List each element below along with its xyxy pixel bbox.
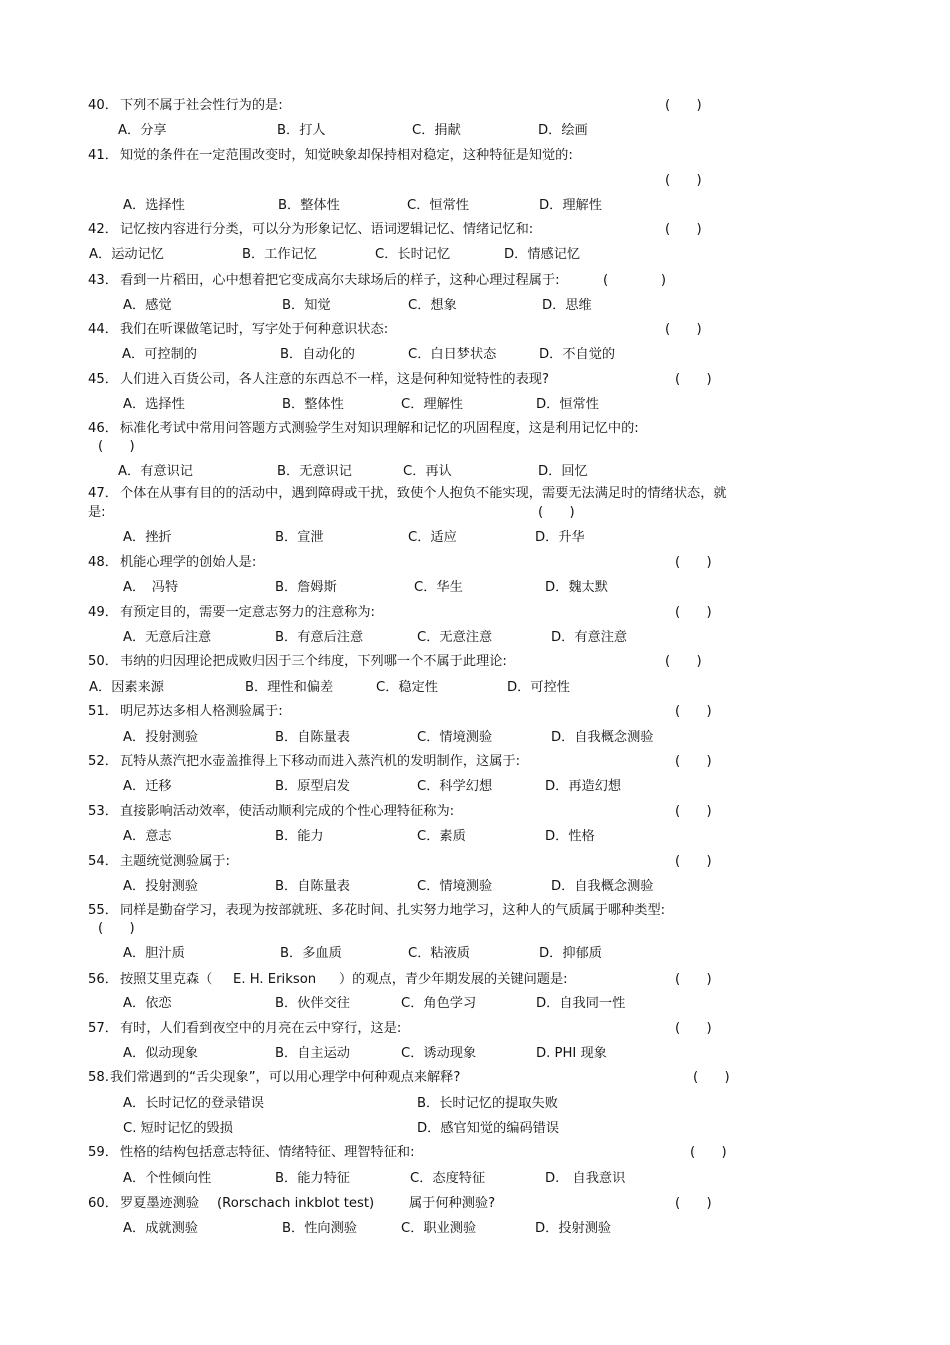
option-b: B．多血质 [280,946,342,961]
option-d: D．恒常性 [536,397,599,412]
question-number: 47． [88,486,118,501]
option-a: A．挫折 [123,530,172,545]
option-a: A．选择性 [123,198,185,213]
option-c: C．恒常性 [407,198,469,213]
question-stem: 罗夏墨迹测验 [120,1196,200,1211]
option-d: D．自我同一性 [536,996,626,1011]
option-d: D．绘画 [538,123,588,138]
option-c: C．适应 [408,530,457,545]
option-d: D．不自觉的 [539,347,616,362]
answer-blank: ( ) [675,754,712,769]
option-c: C．科学幻想 [417,779,493,794]
question-number: 49． [88,605,118,620]
question-stem: 主题统觉测验属于: [120,854,230,869]
question-number: 58. [88,1070,109,1085]
option-a: A．似动现象 [123,1046,198,1061]
option-c: C．粘液质 [408,946,470,961]
answer-blank: ( ) [675,804,712,819]
question-stem: 我们在听课做笔记时，写字处于何种意识状态: [120,322,389,337]
option-d: D．有意注意 [551,630,628,645]
question-number: 42． [88,222,118,237]
answer-blank: ( ) [675,1021,712,1036]
question-stem: 知觉的条件在一定范围改变时，知觉映象却保持相对稳定，这种特征是知觉的: [120,148,573,163]
answer-blank: ( ) [665,654,702,669]
option-a: A．有意识记 [118,464,193,479]
question-number: 56． [88,972,118,987]
option-a: A．迁移 [123,779,172,794]
option-b: B．原型启发 [275,779,350,794]
option-a: A．胆汁质 [123,946,185,961]
option-c: C．捐献 [412,123,461,138]
answer-blank: ( ) [538,505,575,520]
option-c: C．态度特征 [410,1171,486,1186]
option-a: A．运动记忆 [89,247,164,262]
option-d: D．理解性 [539,198,602,213]
question-stem: 韦纳的归因理论把成败归因于三个纬度，下列哪一个不属于此理论: [120,654,507,669]
option-c: C．白日梦状态 [408,347,497,362]
question-number: 43． [88,273,118,288]
option-a: A．成就测验 [123,1221,198,1236]
option-b: B．能力特征 [275,1171,350,1186]
answer-blank: ( ) [693,1070,730,1085]
question-stem: 人们进入百货公司，各人注意的东西总不一样，这是何种知觉特性的表现? [120,372,549,387]
option-d: D．回忆 [538,464,588,479]
answer-blank: ( ) [665,222,702,237]
option-b: B．自动化的 [280,347,355,362]
option-a: A． 冯特 [123,580,179,595]
option-b: B．长时记忆的提取失败 [417,1096,558,1111]
question-stem: 明尼苏达多相人格测验属于: [120,704,283,719]
question-number: 45． [88,372,118,387]
question-stem: 有时，人们看到夜空中的月亮在云中穿行，这是: [120,1021,402,1036]
question-number: 60． [88,1196,118,1211]
question-number: 54． [88,854,118,869]
option-a: A．可控制的 [122,347,197,362]
question-stem: 直接影响活动效率，使活动顺利完成的个性心理特征称为: [120,804,455,819]
question-stem: 看到一片稻田，心中想着把它变成高尔夫球场后的样子，这种心理过程属于: [120,273,560,288]
option-c: C．再认 [403,464,452,479]
option-c: C．想象 [408,298,457,313]
question-stem: 标准化考试中常用问答题方式测验学生对知识理解和记忆的巩固程度，这是利用记忆中的: [120,421,639,436]
option-b: B．打人 [277,123,326,138]
option-a: A．无意后注意 [123,630,212,645]
question-stem: 下列不属于社会性行为的是: [120,98,283,113]
option-d: D．可控性 [507,680,570,695]
answer-blank: ( ) [665,322,702,337]
question-number: 57． [88,1021,118,1036]
option-b: B．无意识记 [277,464,352,479]
option-d: D. 自我意识 [545,1171,626,1186]
question-number: 52． [88,754,118,769]
answer-blank: ( ) [665,173,702,188]
question-stem-tail: 属于何种测验? [409,1196,496,1211]
answer-blank: ( ) [675,1196,712,1211]
question-stem-continued: 是: [88,505,106,520]
option-d: D．魏太默 [545,580,608,595]
option-a: A．个性倾向性 [123,1171,212,1186]
answer-blank: ( ) [665,98,702,113]
option-d: D．情感记忆 [504,247,581,262]
option-c: C．无意注意 [417,630,493,645]
question-stem-english: (Rorschach inkblot test) [217,1196,375,1211]
option-b: B．工作记忆 [242,247,317,262]
option-b: B．自主运动 [275,1046,350,1061]
option-b: B．詹姆斯 [275,580,337,595]
option-a: A．分享 [118,123,167,138]
answer-blank: ( ) [675,605,712,620]
option-c: C．诱动现象 [401,1046,477,1061]
option-b: B．有意后注意 [275,630,364,645]
option-c: C．情境测验 [417,879,493,894]
answer-blank: ( ) [690,1145,727,1160]
option-b: B．自陈量表 [275,730,350,745]
question-number: 40． [88,98,118,113]
question-number: 41． [88,148,118,163]
option-b: B．能力 [275,829,324,844]
option-b: B．理性和偏差 [245,680,334,695]
option-a: A．长时记忆的登录错误 [123,1096,264,1111]
option-d: D．再造幻想 [545,779,622,794]
option-a: A．选择性 [123,397,185,412]
option-d: D. PHI 现象 [536,1046,607,1061]
option-a: A．依恋 [123,996,172,1011]
question-number: 59． [88,1145,118,1160]
option-c: C．长时记忆 [375,247,451,262]
option-d: D．自我概念测验 [551,730,654,745]
question-number: 44． [88,322,118,337]
option-c: C. 短时记忆的毁损 [123,1121,233,1136]
option-b: B．宣泄 [275,530,324,545]
option-c: C．职业测验 [401,1221,477,1236]
option-b: B．知觉 [282,298,331,313]
answer-blank: ( ) [675,854,712,869]
option-a: A．投射测验 [123,730,198,745]
option-d: D．思维 [542,298,592,313]
option-a: A．感觉 [123,298,172,313]
question-stem: 我们常遇到的“舌尖现象”，可以用心理学中何种观点来解释? [110,1070,461,1085]
question-stem: 按照艾里克森（ [120,972,213,987]
question-number: 51． [88,704,118,719]
option-c: C．角色学习 [401,996,477,1011]
answer-blank: ( ) [675,704,712,719]
option-d: D．投射测验 [535,1221,612,1236]
question-stem: 同样是勤奋学习，表现为按部就班、多花时间、扎实努力地学习，这种人的气质属于哪种类型: [120,903,666,918]
question-stem: 机能心理学的创始人是: [120,555,257,570]
option-d: D．性格 [545,829,595,844]
question-number: 55． [88,903,118,918]
option-d: D．抑郁质 [539,946,602,961]
question-stem-tail: ）的观点，青少年期发展的关键问题是: [339,972,568,987]
question-number: 53． [88,804,118,819]
question-number: 46． [88,421,118,436]
answer-blank: ( ) [98,439,135,454]
option-a: A．因素来源 [89,680,164,695]
option-b: B．自陈量表 [275,879,350,894]
question-number: 48． [88,555,118,570]
option-b: B．伙伴交往 [275,996,350,1011]
answer-blank: ( ) [675,972,712,987]
option-d: D．升华 [535,530,585,545]
answer-blank: ( ) [603,273,667,288]
option-c: C．华生 [414,580,463,595]
option-c: C．素质 [417,829,466,844]
answer-blank: ( ) [675,555,712,570]
option-a: A．意志 [123,829,172,844]
option-b: B．整体性 [282,397,344,412]
option-a: A．投射测验 [123,879,198,894]
question-number: 50． [88,654,118,669]
option-c: C．理解性 [401,397,463,412]
option-d: D．感官知觉的编码错误 [417,1121,560,1136]
option-d: D．自我概念测验 [551,879,654,894]
option-c: C．稳定性 [376,680,438,695]
answer-blank: ( ) [675,372,712,387]
option-b: B．整体性 [278,198,340,213]
question-stem-english: E. H. Erikson [233,972,317,987]
option-b: B．性向测验 [282,1221,357,1236]
option-c: C．情境测验 [417,730,493,745]
question-stem: 性格的结构包括意志特征、情绪特征、理智特征和: [120,1145,415,1160]
question-stem: 记忆按内容进行分类，可以分为形象记忆、语词逻辑记忆、情绪记忆和: [120,222,534,237]
question-stem: 个体在从事有目的的活动中，遇到障碍或干扰，致使个人抱负不能实现，需要无法满足时的情绪状态，就 [120,486,727,501]
question-stem: 瓦特从蒸汽把水壶盖推得上下移动而进入蒸汽机的发明制作，这属于: [120,754,521,769]
answer-blank: ( ) [98,921,135,936]
question-stem: 有预定目的，需要一定意志努力的注意称为: [120,605,376,620]
